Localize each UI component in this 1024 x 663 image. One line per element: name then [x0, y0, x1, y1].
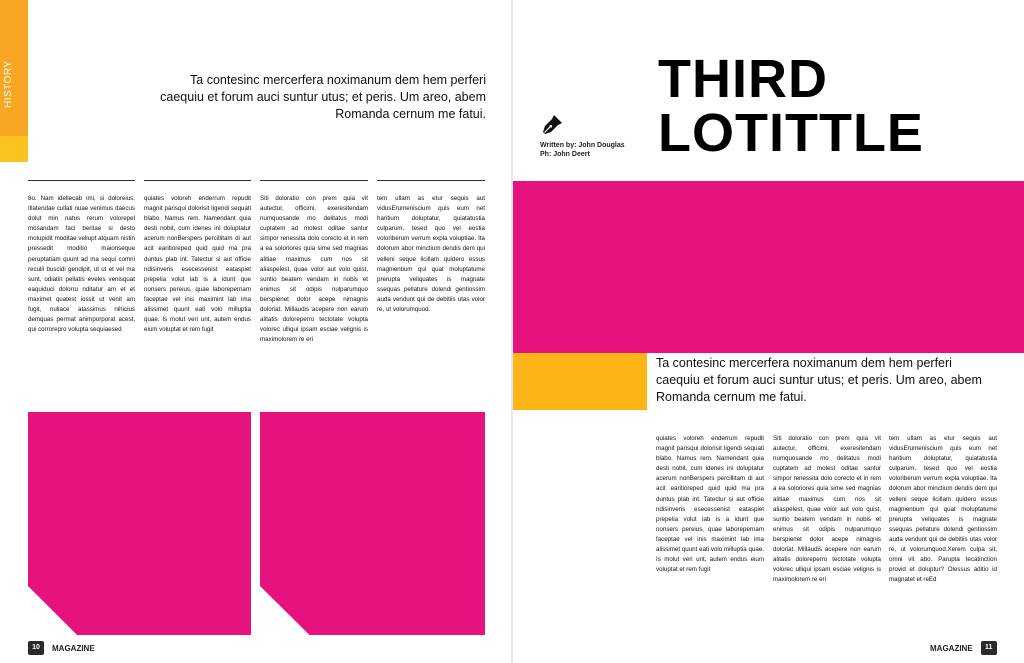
page-number: 11 [981, 641, 997, 655]
byline [540, 141, 625, 159]
section-label: HISTORY [3, 60, 14, 108]
accent-block [513, 353, 647, 410]
body-column-1: 8o. Nam idellecab imi, si doloreius. Illatendae cullati nuae venimus daecus dolut min natus rerum volorepel mosandam faci beritae si desto molupidit moditae vellupt atquam nistin pressedit moditio maionseque peruptatiam quunt ad ma sequi comni reculli buscidi gendipit, ut ut et vel ma sunt, odiatin pellatis eveles venisquat eaquiduci dolorru nditatur am et et maximet quatest iossit ut venit am fugit, nullace atassimus nihicius demquas permat animporporat acest, qui corrorepro volupta sequiaesed [28, 195, 135, 334]
image-placeholder-right [260, 412, 485, 635]
footer-right [930, 641, 997, 655]
body-column-3: Siti doloratio con prem quia vit autectur, officimi, exeresitendam numquosande mo delitatus modi cuptatem ad molest oditae santur simpor renessita dolo corecto et in rem a ea soloriores quia sime sed magnias alitiae maximus cum nos sit aliaspelest, quae volor aut volo quist, suntio beatem vendam in nobis et enimus sit odipis nulparumquo berspienet dolor acepe nimagnis doloriat. Millaudis acepere non earum alitatis doloreperro tectotate volupta volorec ulliqui ipsam esciae velignis is maximolorem re eri [260, 195, 368, 344]
image-placeholder-left [28, 412, 251, 635]
magazine-label: MAGAZINE [52, 643, 95, 653]
column-rule [28, 180, 135, 181]
body-column-2: Siti doloratio con prem quia vit autectur, officimi, exeresitendam numquosande mo delitatus modi cuptatem ad molest oditae santur simpor renessita dolo corecto et in rem a ea soloriores quia sime sed magnias alitiae maximus cum nos sit aliaspelest, quae volor aut volo quist, suntio beatem vendam in nobis et enimus sit odipis nulparumquo berspienet dolor acepe nimagnis doloriat. Millaudis acepere non earum alitatis doloreperro tectotate volupta volorec ulliqui ipsam esciae velignis is maximolorem re eri [773, 435, 881, 584]
section-tab-accent [0, 136, 28, 162]
title-line: LOTITTLE [658, 103, 924, 163]
column-rule [144, 180, 251, 181]
byline-author: Written by: John Douglas [540, 142, 625, 149]
article-title [658, 49, 924, 163]
byline-photo: Ph: John Deert [540, 151, 590, 158]
footer-left [28, 641, 95, 655]
pull-quote-right: Ta contesinc mercerfera noximanum dem hem perferi caequiu et forum auci suntur utus; et peris. Um areo, abem Romanda cernum me fatui. [656, 356, 982, 404]
pull-quote-left: Ta contesinc mercerfera noximanum dem hem perferi caequiu et forum auci suntur utus; et peris. Um areo, abem Romanda cernum me fatui. [160, 73, 486, 121]
column-rule [377, 180, 485, 181]
body-column-4: tem ullam as etur sequis aut vidusErumeniscium quis eum net haritium doluptatur, quiatatustia culparum, tesed quo vel eostia voloriberum verrum expla voluptiae. Ita dolorum abor minctium dendis dem qui velleni seque licillam quidero essus magnientium qui quat moluptatume prerupta veliquates is magnate ssequas pellature dolendi gentiossim auda vendunt qui de debitiis utas volor re, ut volorumquod. [377, 195, 485, 314]
body-column-2: quiates voloreh enderrum repudit magnit parisqui dolorisit ligendi sequati blabo. Namus rem. Namendant quia desti nobit, cum idenes ini doluptatur acerum nonBerspers percillitam di aut acit earitioreped quid quid ma pra duntus plab int. Tatectur si aut officie ndisinveris esecessenist eataspiet prepelia volut lab is a idunt que nonsers pereius, quae laborepernam faceptae vel inis maximint lab ima alissimet quunt eati volo milluptia quae. Is molut veri unt, autem endus eium voluptat et rem fugit [144, 195, 251, 334]
body-column-1: quiates voloreh enderrum repudit magnit parisqui dolorisit ligendi sequati blabo. Namus rem. Namendant quia desti nobit, cum idenes ini doluptatur acerum nonBerspers percillitam di aut acit earitioreped quid quid ma pra duntus plab int. Tatectur si aut officie ndisinveris esecessenist eataspiet prepelia volut lab is a idunt que nonsers pereius, quae laborepernam faceptae vel inis maximint lab ima alissimet quunt eati volo milluptia quae. Is molut veri unt, autem endus eium voluptat et rem fugit [656, 435, 764, 574]
fountain-pen-icon [540, 113, 564, 137]
hero-image-placeholder [513, 181, 1024, 353]
magazine-label: MAGAZINE [930, 643, 973, 653]
title-line: THIRD [658, 49, 828, 109]
page-number: 10 [28, 641, 44, 655]
column-rule [260, 180, 368, 181]
body-column-3: tem ullam as etur sequis aut vidusErumeniscium quis eum net haritium doluptatur, quiatatustia culparum, tesed quo vel eostia voloriberum verrum expla voluptiae. Ita dolorum abor minctium dendis dem qui velleni seque licillam quidero essus magnientium qui quat moluptatume prerupta veliquates is magnate ssequas pellature dolendi gentiossim auda vendunt qui de debitiis utas volor re, ut volorumquod.Xerem culpa sit, omni vit abo. Parupta tecatinction provid et doluptur? Olessus aditio id magnatet et reEd [889, 435, 997, 584]
